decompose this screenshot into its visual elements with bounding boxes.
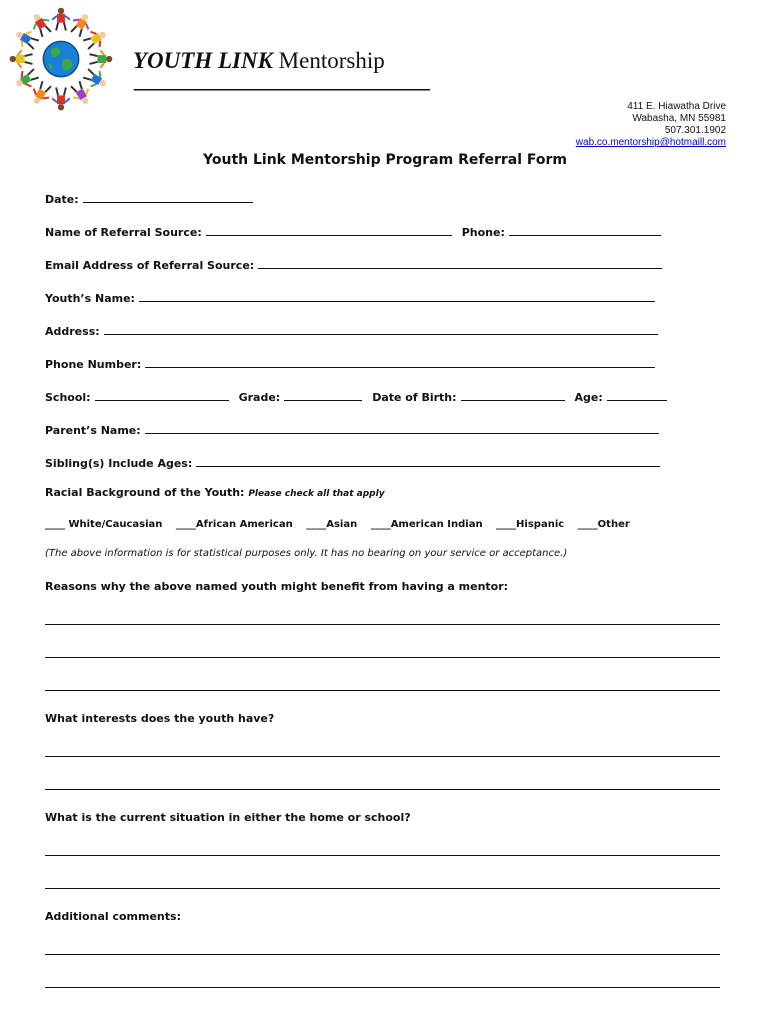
address-line-2: Wabasha, MN 55981: [632, 113, 726, 124]
situation-line-2[interactable]: [45, 888, 720, 889]
address-label: Address:: [45, 325, 100, 338]
dob-field[interactable]: [461, 388, 565, 401]
racial-label: Racial Background of the Youth:: [45, 486, 245, 499]
email-link[interactable]: wab.co.mentorship@hotmaill.com: [575, 137, 726, 148]
reasons-line-1[interactable]: [45, 624, 720, 625]
child-figure-icon: [10, 50, 33, 68]
youth-name-label: Youth’s Name:: [45, 292, 135, 305]
brand-bold: YOUTH LINK: [133, 48, 273, 73]
phone-number-row: [45, 355, 655, 372]
youth-link-logo: [2, 2, 120, 120]
school-row: [45, 388, 667, 405]
question-reasons: Reasons why the above named youth might benefit from having a mentor:: [45, 580, 509, 593]
racial-note: Please check all that apply: [248, 489, 385, 499]
address-field[interactable]: [104, 322, 658, 335]
parent-row: [45, 421, 659, 438]
child-figure-icon: [68, 79, 95, 108]
school-field[interactable]: [95, 388, 229, 401]
address-line-1: 411 E. Hiawatha Drive: [627, 101, 726, 112]
referral-source-field[interactable]: [206, 223, 452, 236]
siblings-label: Sibling(s) Include Ages:: [45, 457, 193, 470]
phone-number-field[interactable]: [145, 355, 655, 368]
child-figure-icon: [52, 88, 70, 111]
email-label: Email Address of Referral Source:: [45, 259, 255, 272]
parent-label: Parent’s Name:: [45, 424, 141, 437]
child-figure-icon: [81, 66, 110, 93]
email-row: [45, 256, 662, 273]
age-label: Age:: [574, 391, 603, 404]
disclaimer: (The above information is for statistical purposes only. It has no bearing on your service or acceptance.): [45, 548, 568, 559]
phone-number: 507.301.1902: [664, 125, 726, 136]
parent-field[interactable]: [145, 421, 659, 434]
option-white[interactable]: ____ White/Caucasian: [45, 519, 163, 530]
referral-phone-field[interactable]: [509, 223, 661, 236]
brand-title: [133, 48, 385, 74]
option-american-indian[interactable]: ____American Indian: [370, 519, 483, 530]
interests-line-1[interactable]: [45, 756, 720, 757]
child-figure-icon: [12, 26, 41, 53]
phone-number-label: Phone Number:: [45, 358, 142, 371]
address-row: [45, 322, 658, 339]
address-block: [576, 101, 726, 149]
school-label: School:: [45, 391, 91, 404]
phone-label: Phone:: [461, 226, 505, 239]
referral-source-label: Name of Referral Source:: [45, 226, 202, 239]
date-row: [45, 190, 253, 207]
child-figure-icon: [12, 66, 41, 93]
header-rule: --------------------------------------------------------------------------: [133, 80, 429, 96]
siblings-row: [45, 454, 660, 471]
referral-source-row: [45, 223, 661, 240]
option-asian[interactable]: ____Asian: [306, 519, 358, 530]
question-interests: What interests does the youth have?: [45, 712, 275, 725]
email-field[interactable]: [258, 256, 662, 269]
form-title: Youth Link Mentorship Program Referral Form: [203, 152, 567, 168]
reasons-line-3[interactable]: [45, 690, 720, 691]
youth-name-field[interactable]: [139, 289, 655, 302]
option-other[interactable]: ____Other: [577, 519, 630, 530]
option-hispanic[interactable]: ____Hispanic: [496, 519, 565, 530]
date-label: Date:: [45, 193, 79, 206]
situation-line-1[interactable]: [45, 855, 720, 856]
child-figure-icon: [28, 10, 55, 39]
racial-options: [45, 518, 630, 532]
reasons-line-2[interactable]: [45, 657, 720, 658]
grade-field[interactable]: [284, 388, 362, 401]
child-figure-icon: [81, 26, 110, 53]
brand-rest: Mentorship: [272, 48, 385, 73]
dob-label: Date of Birth:: [372, 391, 457, 404]
interests-line-2[interactable]: [45, 789, 720, 790]
question-situation: What is the current situation in either the home or school?: [45, 811, 411, 824]
child-figure-icon: [28, 79, 55, 108]
comments-line-2[interactable]: [45, 987, 720, 988]
age-field[interactable]: [607, 388, 667, 401]
siblings-field[interactable]: [196, 454, 660, 467]
option-african-american[interactable]: ____African American: [175, 519, 293, 530]
question-comments: Additional comments:: [45, 910, 181, 923]
child-figure-icon: [52, 8, 70, 31]
grade-label: Grade:: [238, 391, 281, 404]
child-figure-icon: [68, 10, 95, 39]
youth-name-row: [45, 289, 655, 306]
date-field[interactable]: [83, 190, 253, 203]
racial-row: [45, 486, 385, 501]
comments-line-1[interactable]: [45, 954, 720, 955]
child-figure-icon: [90, 50, 113, 68]
